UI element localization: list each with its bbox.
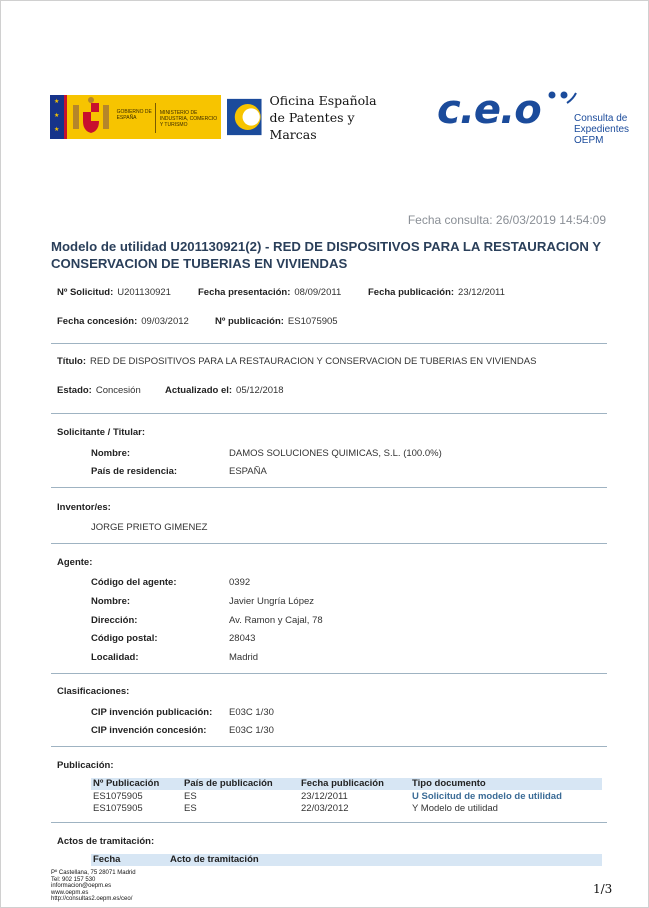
applicant-country: ESPAÑA xyxy=(229,466,267,477)
divider xyxy=(51,487,607,488)
ceo-swoosh-icon xyxy=(543,89,577,109)
page-title: Modelo de utilidad U201130921(2) - RED DE DISPOSITIVOS PARA LA RESTAURACION Y CONSERVACION DE TUBERIAS EN VIVIENDAS xyxy=(51,239,601,271)
section-publication: Publicación: xyxy=(57,760,114,771)
ceo-subtitle-3: OEPM xyxy=(574,135,604,146)
cip-publication: E03C 1/30 xyxy=(229,707,274,718)
divider xyxy=(51,413,607,414)
ceo-subtitle-2: Expedientes xyxy=(574,124,630,135)
government-logo xyxy=(50,95,221,139)
eu-flag-icon: ★ ★ ★ xyxy=(50,95,64,139)
footer-contact: Pº Castellana, 75 28071 Madrid Tel: 902 157 530 informacion@oepm.es www.oepm.es http://consultas2.oepm.es/ceo/ xyxy=(51,870,136,903)
section-applicant: Solicitante / Titular: xyxy=(57,427,145,438)
acts-table-header: Fecha Acto de tramitación xyxy=(91,854,602,866)
section-inventor: Inventor/es: xyxy=(57,502,111,513)
ceo-subtitle-1: Consulta de xyxy=(574,113,628,124)
applicant-name: DAMOS SOLUCIONES QUIMICAS, S.L. (100.0%) xyxy=(229,448,442,459)
inventor-name: JORGE PRIETO GIMENEZ xyxy=(91,522,208,533)
filing-date: 08/09/2011 xyxy=(294,287,342,298)
agent-address: Av. Ramon y Cajal, 78 xyxy=(229,615,323,626)
oepm-emblem-icon xyxy=(227,96,262,138)
government-text: GOBIERNO DE ESPAÑA xyxy=(116,109,152,121)
page-number: 1/3 xyxy=(593,882,613,896)
divider xyxy=(51,746,607,747)
agent-code: 0392 xyxy=(229,577,251,588)
summary-row-2: Fecha concesión: 09/03/2012 xyxy=(57,316,189,327)
agent-city: Madrid xyxy=(229,652,259,663)
ceo-logo xyxy=(435,87,635,149)
publication-table-header: Nº Publicación País de publicación Fecha publicación Tipo documento xyxy=(91,778,602,790)
coat-of-arms-icon xyxy=(67,95,115,139)
divider xyxy=(51,822,607,823)
status-value: Concesión xyxy=(95,385,141,396)
cip-grant: E03C 1/30 xyxy=(229,725,274,736)
divider xyxy=(51,543,607,544)
summary-row-1: Nº Solicitud: U201130921 xyxy=(57,287,171,298)
agent-name: Javier Ungría López xyxy=(229,596,315,607)
ministry-text: MINISTERIO DE INDUSTRIA, COMERCIO Y TURISMO xyxy=(159,110,218,128)
invention-title: RED DE DISPOSITIVOS PARA LA RESTAURACION Y CONSERVACION DE TUBERIAS EN VIVIENDAS xyxy=(90,356,537,367)
divider xyxy=(51,673,607,674)
oepm-logo xyxy=(227,92,387,142)
publication-number: ES1075905 xyxy=(287,316,338,327)
divider xyxy=(51,343,607,344)
section-agent: Agente: xyxy=(57,557,93,568)
oepm-name-line1: Oficina Española xyxy=(269,92,377,108)
oepm-name-line2: de Patentes y Marcas xyxy=(269,109,355,142)
document-type-link[interactable]: U Solicitud de modelo de utilidad xyxy=(412,791,562,802)
agent-postal-code: 28043 xyxy=(229,633,256,644)
publication-date: 23/12/2011 xyxy=(458,287,505,298)
application-number: U201130921 xyxy=(117,287,171,298)
query-date: Fecha consulta: 26/03/2019 14:54:09 xyxy=(407,213,606,227)
ceo-wordmark: c.e.o xyxy=(437,87,541,133)
updated-date: 05/12/2018 xyxy=(236,385,284,396)
section-procedural-acts: Actos de tramitación: xyxy=(57,836,155,847)
grant-date: 09/03/2012 xyxy=(141,316,189,327)
document-page: ★ ★ ★ GOBIERNO DE ESPAÑA MINISTERIO DE INDUSTRIA, COMERCIO Y TURISMO Oficina Española de Patentes y Marcas c.e.o Consulta de Expedientes OEPM Fecha consulta: 26/03/2019 14:54:09 Modelo de utilidad U201130921(2) - RED DE DISPOSITIVOS PARA LA RESTAURACION Y CONSERVACION DE TUBERIAS EN VIVIENDAS Nº Solicitud: U201130921 Fecha presentación: 08/09/2011 Fecha publicación: 23/12/2011 Fecha concesión: 09/03/2012 Nº publicación: ES1075905 Título: RED DE DISPOSITIVOS PARA LA RESTAURACION Y CONSERVACION DE TUBERIAS EN VIVIENDAS Estado: Concesión Actualizado el: 05/12/2018 Solicitante / Titular: Nombre: DAMOS SOLUCIONES QUIMICAS, S.L. (100.0%) País de residencia: ESPAÑA Inventor/es: JORGE PRIETO GIMENEZ Agente: Código del agente: 0392 Nombre: Javier Ungría López Dirección: Av. Ramon y Cajal, 78 Código postal: 28043 Localidad: Madrid Clasificaciones: CIP invención publicación: E03C 1/30 CIP invención concesión: E03C 1/30 Publicación: Nº Publicación País de publicación Fecha publicación Tipo documento ES1075905 ES 23/12/2011 U Solicitud de modelo de utilidad ES1075905 ES 22/03/2012 Y Modelo de utilidad Actos de tramitación: Fecha Acto de tramitación Pº Castellana, 75 28071 Madrid Tel: 902 157 530 informacion@oepm.es www.oepm.es http://consultas2.oepm.es/ceo/ 1/3 xyxy=(0,0,649,908)
section-classifications: Clasificaciones: xyxy=(57,686,130,697)
